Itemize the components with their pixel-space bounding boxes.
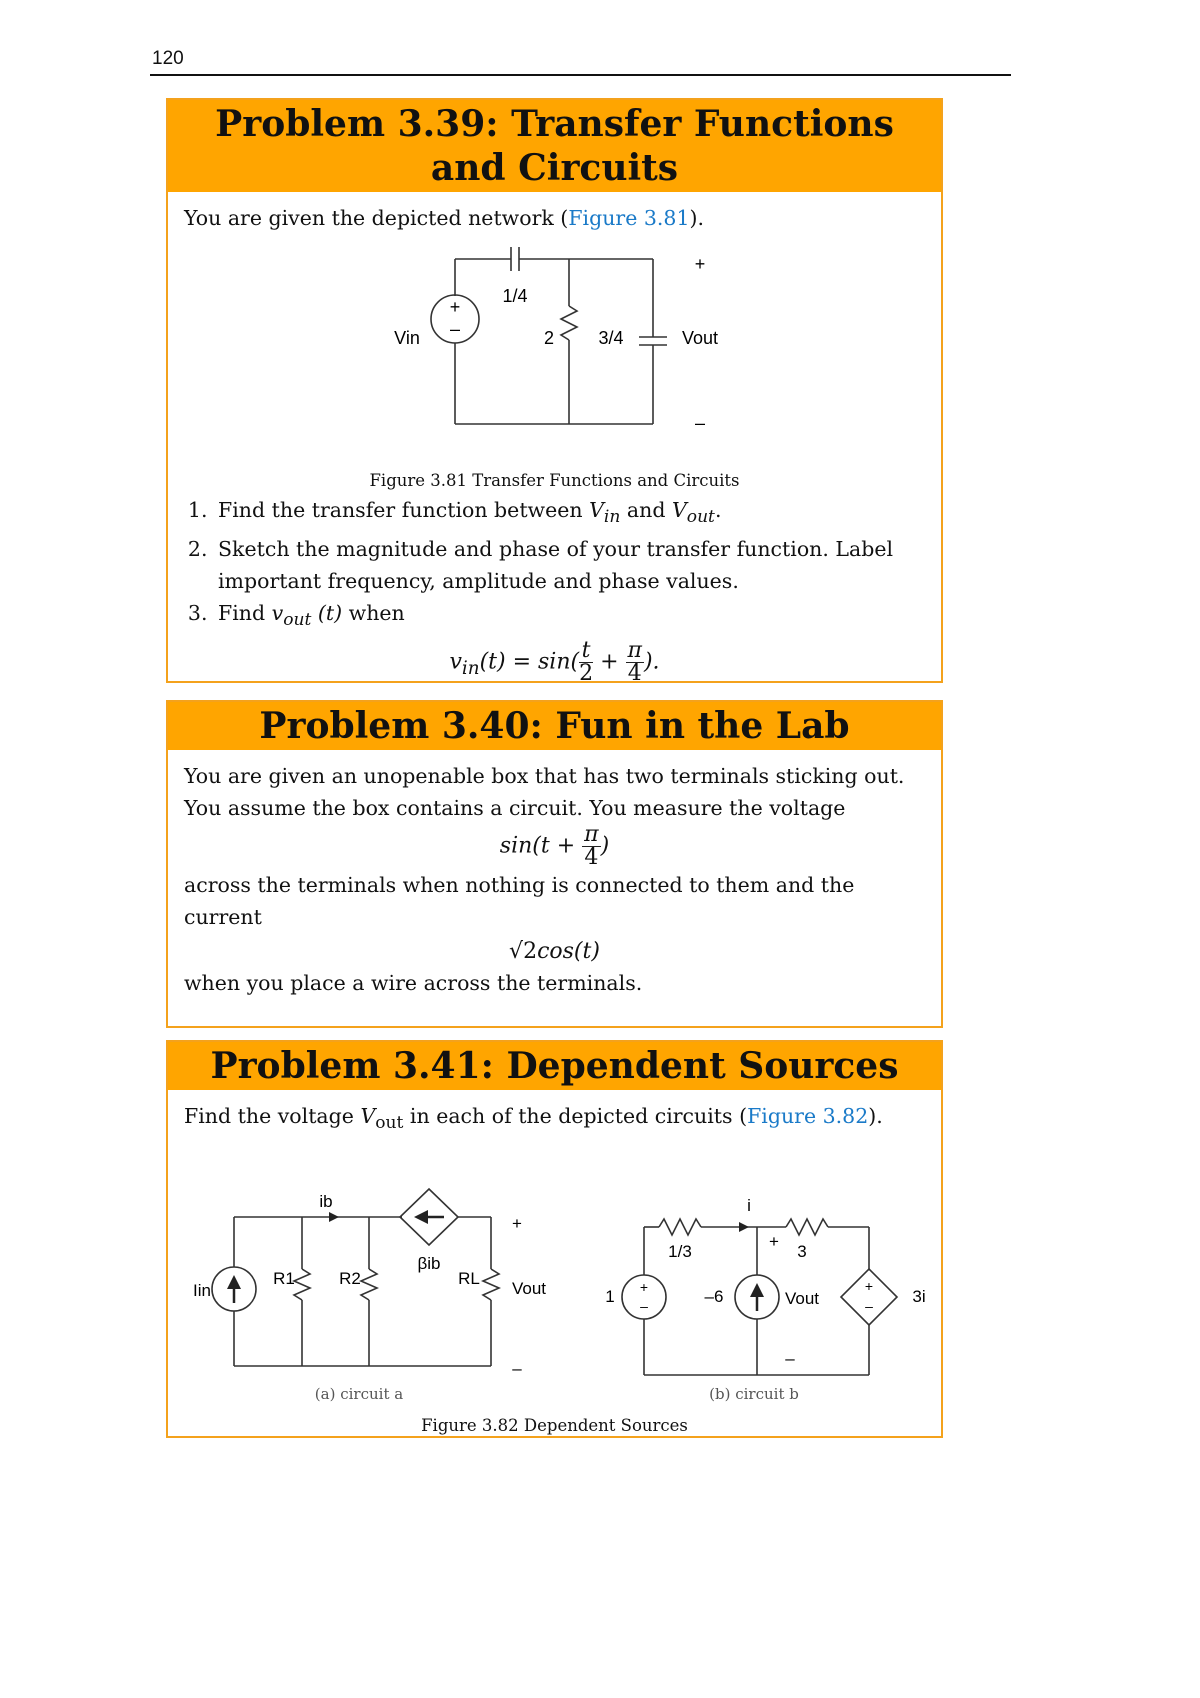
r1-label: R1 — [273, 1269, 295, 1289]
resistor-label: 2 — [543, 328, 554, 348]
circuit-b — [605, 1196, 925, 1403]
problem-3-40-title: Problem 3.40: Fun in the Lab — [168, 702, 941, 750]
vout-plus-sign: + — [694, 254, 705, 274]
capacitor-right-label: 3/4 — [597, 328, 624, 348]
figure-3-82-caption: Figure 3.82 Dependent Sources — [421, 1416, 688, 1436]
rl-label: RL — [458, 1269, 480, 1289]
dep-source-plus-sign: + — [864, 1278, 874, 1295]
problem-3-40-line-4: when you place a wire across the terminals. — [184, 971, 643, 995]
problem-3-39-box — [166, 98, 943, 687]
step-2: 2. Sketch the magnitude and phase of your transfer function. Label important frequency, amplitude and phase values. — [214, 533, 925, 597]
beta-ib-label: βib — [417, 1254, 441, 1274]
dep-source-minus-sign: – — [865, 1298, 873, 1315]
capacitor-top-label: 1/4 — [501, 286, 528, 306]
problem-3-40-line-1: You are given an unopenable box that has two terminals sticking out. — [184, 764, 905, 788]
page-number: 120 — [152, 48, 184, 69]
source-minus-sign: – — [449, 319, 460, 339]
step-1: 1. Find the transfer function between $V_{in}$ and $V_{out}$. — [214, 494, 925, 533]
problem-3-40-line-3: across the terminals when nothing is connected to them and the current — [184, 873, 855, 929]
step-3: 3. Find $v_{out}$ (t) when — [214, 597, 925, 636]
problem-3-39-steps — [184, 494, 925, 636]
source-1-value-label: 1 — [605, 1287, 615, 1307]
source-1-minus-sign: – — [640, 1298, 648, 1315]
vout-a-minus-sign: – — [512, 1359, 522, 1379]
dep-source-3i-label: 3i — [912, 1287, 926, 1307]
problem-3-40-line-2: You assume the box contains a circuit. You measure the voltage — [184, 796, 846, 820]
figure-3-82-link[interactable]: Figure 3.82 — [747, 1104, 869, 1128]
figure-3-81-caption: Figure 3.81 Transfer Functions and Circuits — [369, 471, 740, 490]
vout-b-plus-sign: + — [769, 1232, 779, 1252]
transfer-function-circuit — [345, 234, 765, 459]
vin-label: Vin — [393, 328, 420, 348]
problem-3-41-intro: Find the voltage $V_{out}$ in each of the depicted circuits (Figure 3.82). — [184, 1104, 883, 1134]
r2-label: R2 — [339, 1269, 361, 1289]
problem-3-41-title: Problem 3.41: Dependent Sources — [168, 1042, 941, 1090]
problem-3-39-intro: You are given the depicted network (Figure 3.81). — [184, 206, 705, 230]
current-i-label: i — [747, 1196, 751, 1216]
current-equation: √2cos(t) — [509, 939, 600, 964]
problem-3-40-box — [166, 700, 943, 1028]
dependent-sources-circuits — [184, 1139, 929, 1404]
subcaption-circuit-a: (a) circuit a — [314, 1385, 404, 1404]
figure-3-81-link[interactable]: Figure 3.81 — [568, 206, 690, 230]
vout-b-minus-sign: – — [785, 1349, 795, 1369]
vout-a-plus-sign: + — [512, 1214, 522, 1234]
circuit-a — [193, 1189, 546, 1403]
source-1-plus-sign: + — [639, 1279, 649, 1296]
current-source-neg6-label: –6 — [704, 1287, 724, 1307]
vout-a-label: Vout — [511, 1279, 547, 1299]
page-header-rule — [150, 74, 1011, 76]
iin-label: Iin — [193, 1281, 211, 1301]
ib-label: ib — [319, 1192, 333, 1212]
problem-3-41-box — [166, 1040, 943, 1438]
vout-b-label: Vout — [784, 1289, 820, 1309]
vin-equation: $v_{in}(t) = \sin$( $\frac{t}{2}$ + $\frac{\pi}{4}$ ). — [449, 638, 660, 687]
voltage-equation: sin(t + $\frac{\pi}{4}$ ) — [499, 822, 610, 870]
source-plus-sign: + — [449, 297, 460, 317]
resistor-3-label: 3 — [797, 1242, 807, 1262]
figure-3-82 — [184, 1139, 925, 1413]
subcaption-circuit-b: (b) circuit b — [709, 1385, 799, 1404]
problem-3-39-title: Problem 3.39: Transfer Functions and Circuits — [168, 100, 941, 192]
vout-label: Vout — [681, 328, 718, 348]
resistor-third-label: 1/3 — [668, 1242, 692, 1262]
figure-3-81 — [184, 234, 925, 468]
vout-minus-sign: – — [694, 413, 705, 433]
